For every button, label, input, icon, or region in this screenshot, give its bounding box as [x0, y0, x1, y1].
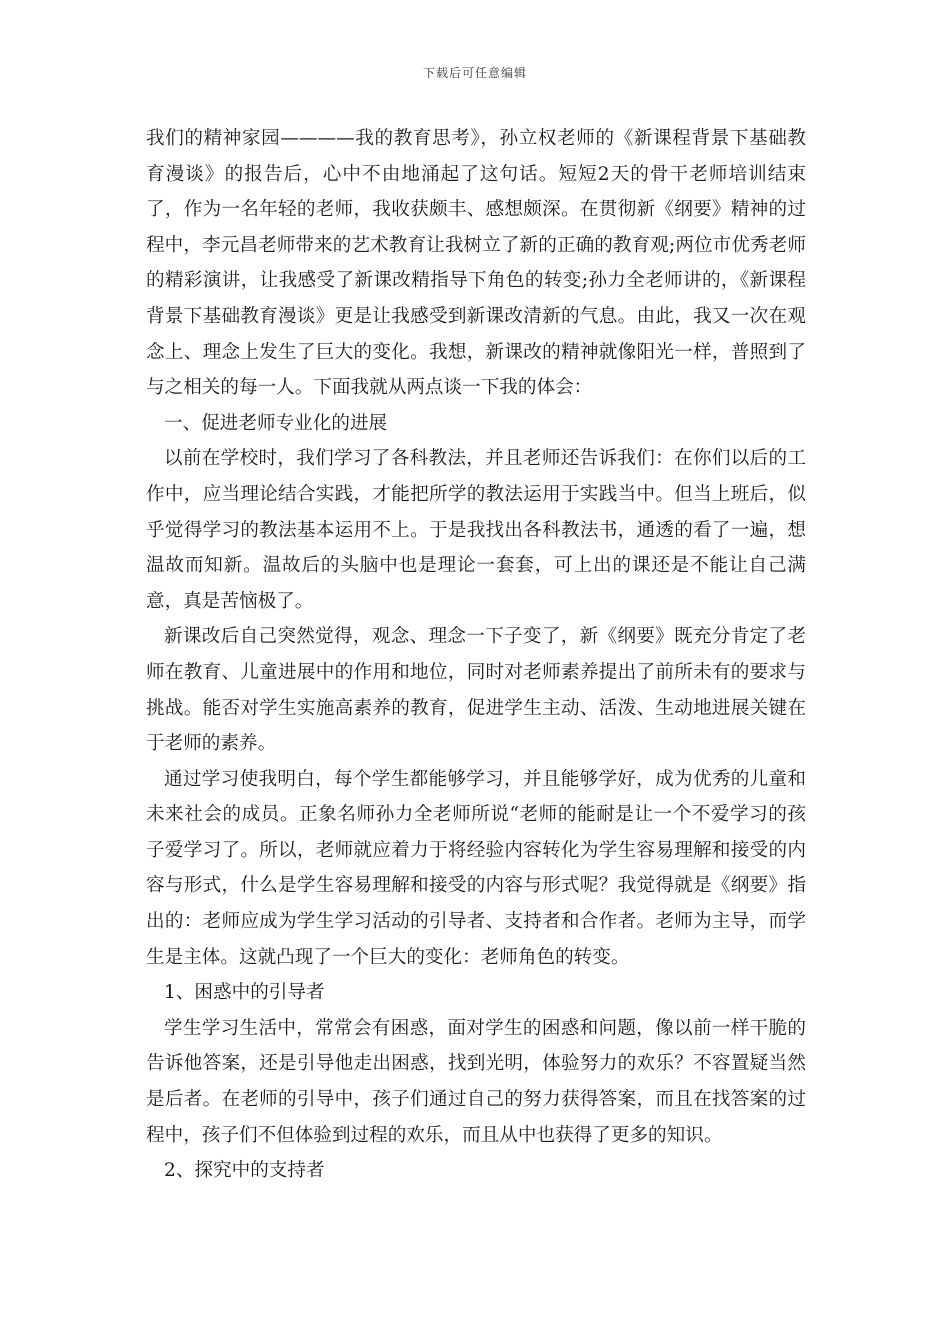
- page-header: 下载后可任意编辑: [422, 66, 527, 80]
- subheading-guide: 1、困惑中的引导者: [164, 982, 325, 1004]
- subheading-supporter: 2、探究中的支持者: [164, 1160, 325, 1182]
- document-body: [146, 121, 806, 1189]
- paragraph-past-learning: 以前在学校时，我们学习了各科教法，并且老师还告诉我们：在你们以后的工作中，应当理论结合实践，才能把所学的教法运用于实践当中。但当上班后，似乎觉得学习的教法基本运用不上。于是我找出各科教法书，通透的看了一遍，想温故而知新。温故后的头脑中也是理论一套套，可上出的课还是不能让自己满意，真是苦恼极了。: [146, 448, 806, 612]
- paragraph-guide: 学生学习生活中，常常会有困惑，面对学生的困惑和问题，像以前一样干脆的告诉他答案，还是引导他走出困惑，找到光明，体验努力的欢乐？不容置疑当然是后者。在老师的引导中，孩子们通过自己的努力获得答案，而且在找答案的过程中，孩子们不但体验到过程的欢乐，而且从中也获得了更多的知识。: [146, 1017, 806, 1146]
- paragraph-intro: 我们的精神家园————我的教育思考》，孙立权老师的《新课程背景下基础教育漫谈》的报告后，心中不由地涌起了这句话。短短2天的骨干老师培训结束了，作为一名年轻的老师，我收获颇丰、感想颇深。在贯彻新《纲要》精神的过程中，李元昌老师带来的艺术教育让我树立了新的正确的教育观;两位市优秀老师的精彩演讲，让我感受了新课改精指导下角色的转变;孙力全老师讲的，《新课程背景下基础教育漫谈》更是让我感受到新课改清新的气息。由此，我又一次在观念上、理念上发生了巨大的变化。我想，新课改的精神就像阳光一样，普照到了与之相关的每一人。下面我就从两点谈一下我的体会：: [146, 128, 806, 399]
- section-heading-1: 一、促进老师专业化的进展: [164, 412, 388, 434]
- paragraph-new-curriculum: 新课改后自己突然觉得，观念、理念一下子变了，新《纲要》既充分肯定了老师在教育、儿童进展中的作用和地位，同时对老师素养提出了前所未有的要求与挑战。能否对学生实施高素养的教育，促进学生主动、活泼、生动地进展关键在于老师的素养。: [146, 626, 806, 755]
- paragraph-teacher-role: 通过学习使我明白，每个学生都能够学习，并且能够学好，成为优秀的儿童和未来社会的成员。正象名师孙力全老师所说“老师的能耐是让一个不爱学习的孩子爱学习了。所以，老师就应着力于将经验内容转化为学生容易理解和接受的内容与形式，什么是学生容易理解和接受的内容与形式呢？我觉得就是《纲要》指出的：老师应成为学生学习活动的引导者、支持者和合作者。老师为主导，而学生是主体。这就凸现了一个巨大的变化：老师角色的转变。: [146, 768, 806, 968]
